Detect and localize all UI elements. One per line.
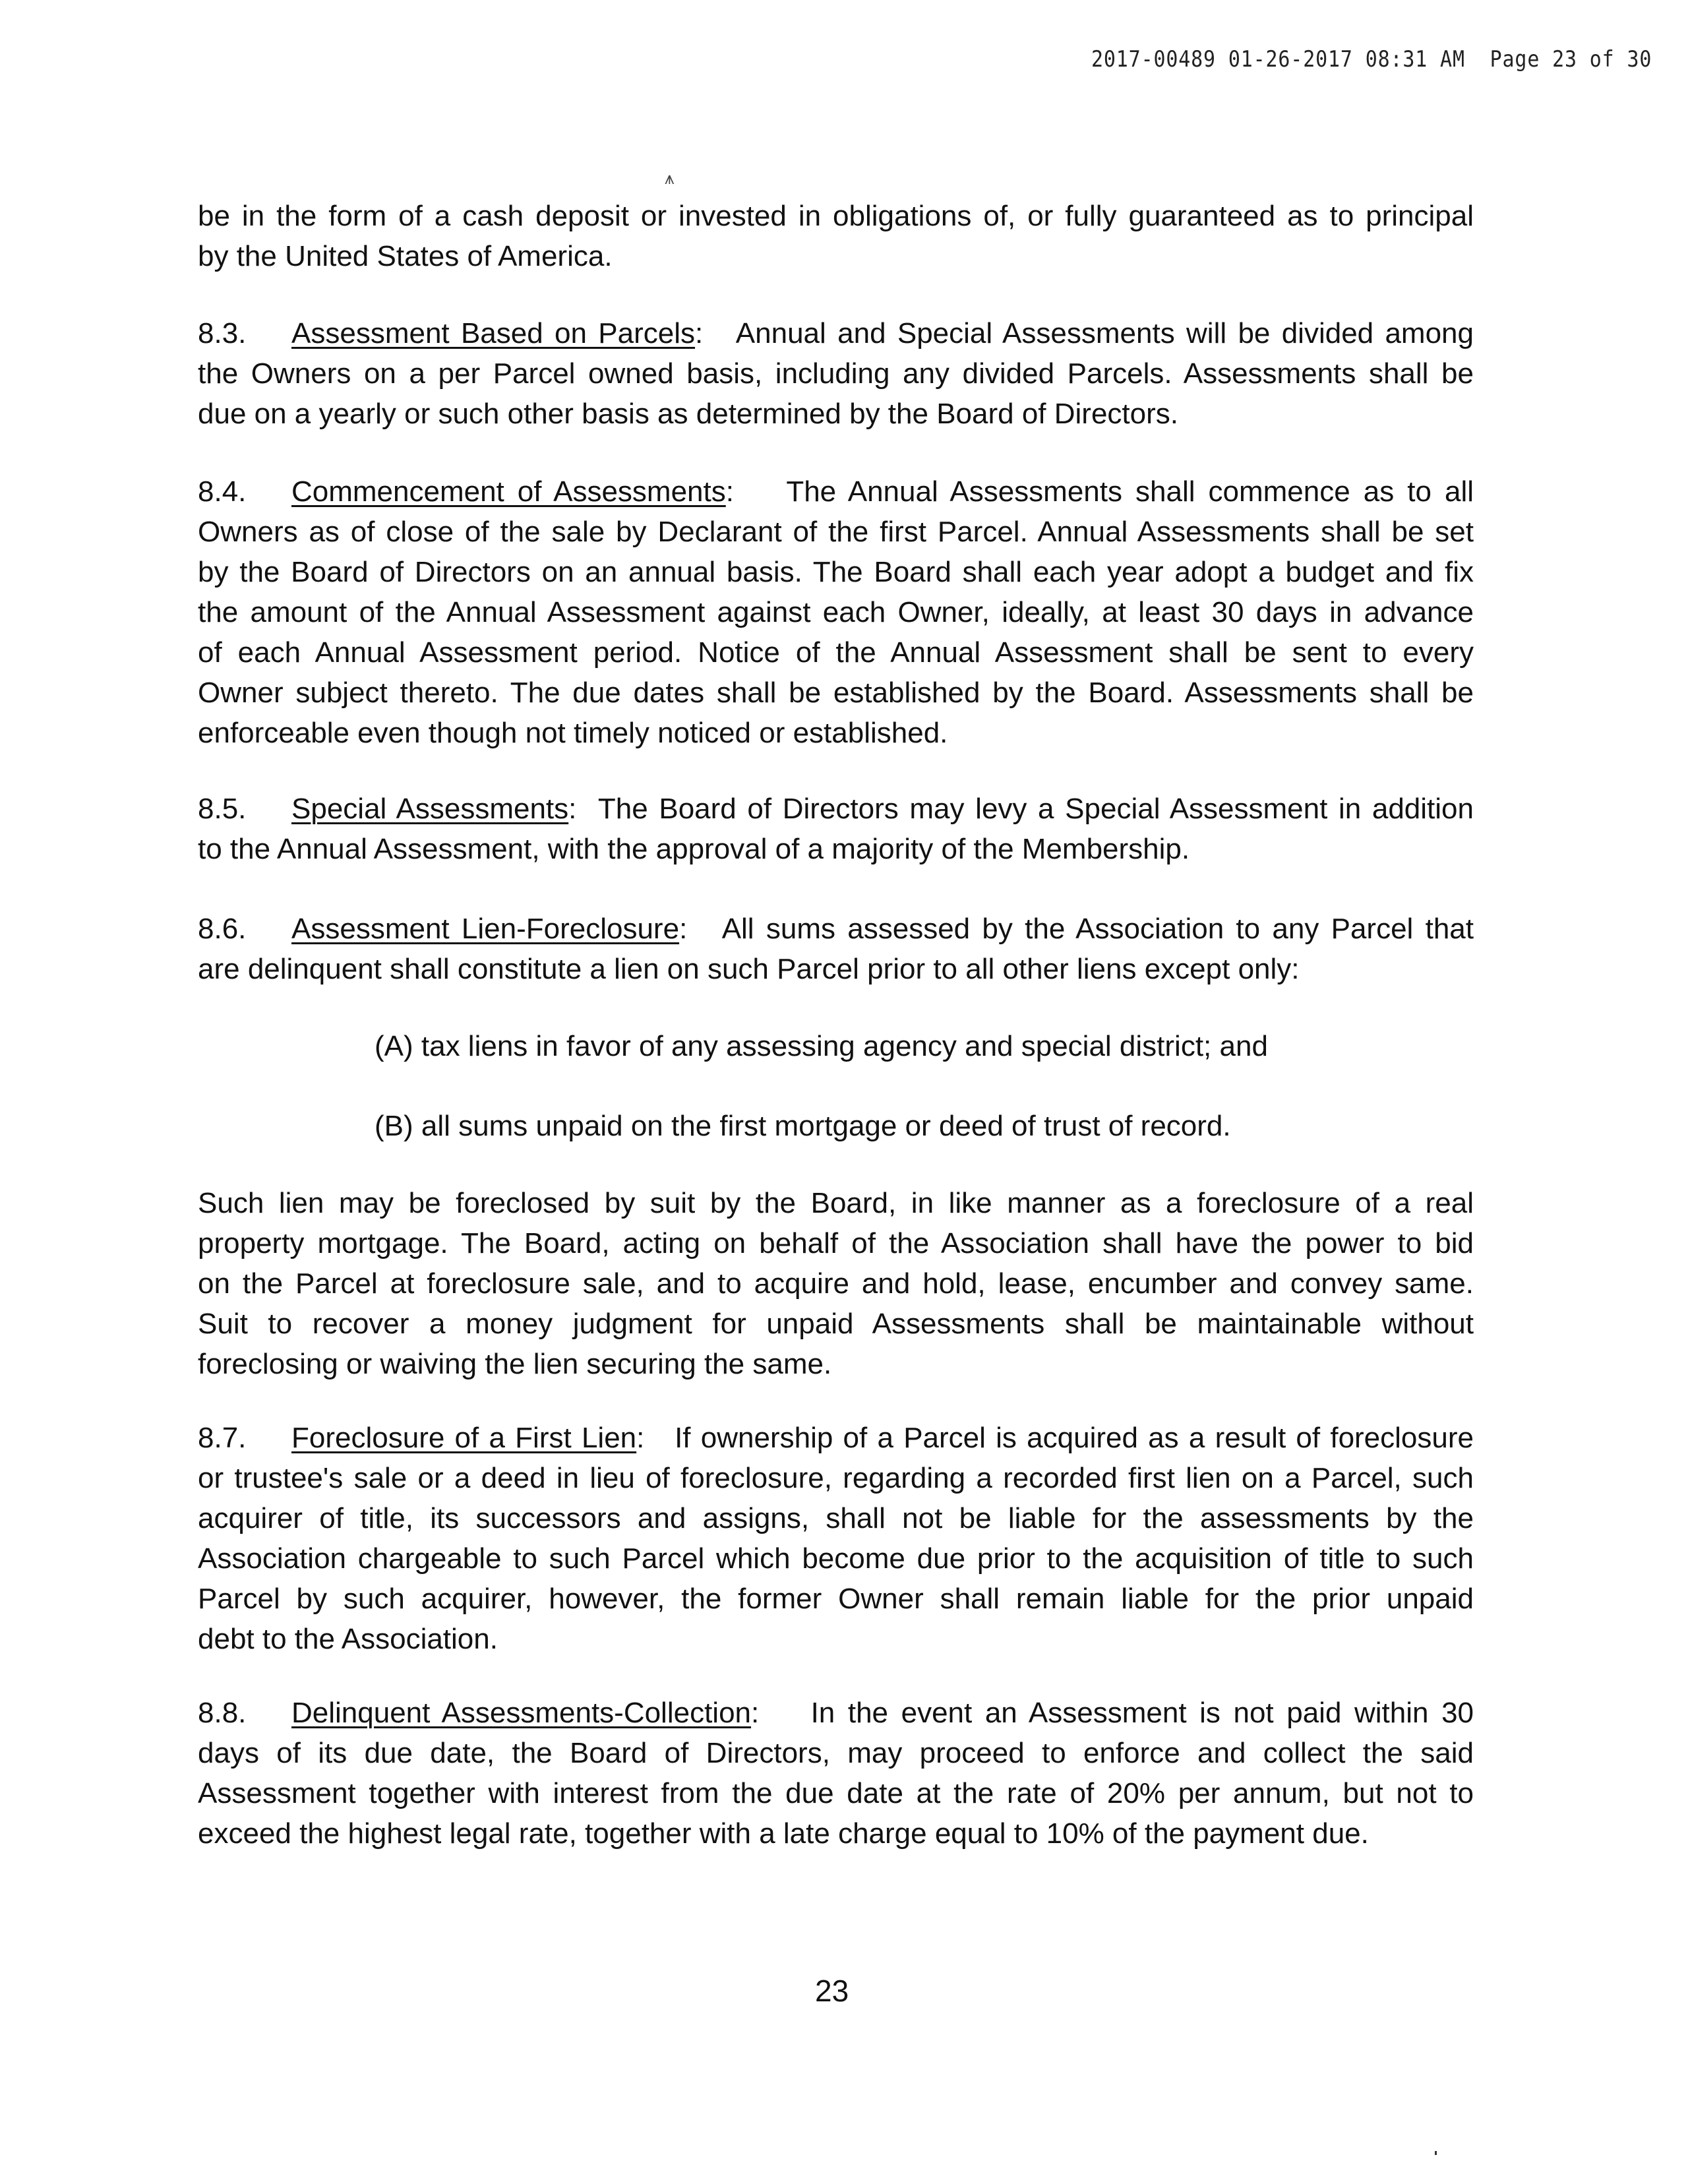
scan-mark-icon: ⩚ [665, 168, 675, 188]
body-line: property mortgage. The Board, acting on behalf of the Association shall have the power to bid [198, 1227, 1474, 1259]
section-text: If ownership of a Parcel is acquired as a result of foreclosure [675, 1422, 1474, 1454]
record-time: 08:31 AM [1365, 46, 1465, 73]
body-line: are delinquent shall constitute a lien on such Parcel prior to all other liens except only: [198, 953, 1300, 985]
body-line: by the Board of Directors on an annual basis. The Board shall each year adopt a budget and fix [198, 556, 1474, 588]
body-line: foreclosing or waiving the lien securing the same. [198, 1348, 832, 1380]
body-line: the amount of the Annual Assessment against each Owner, ideally, at least 30 days in advance [198, 596, 1474, 628]
section-number: 8.8. [198, 1697, 247, 1729]
body-line: debt to the Association. [198, 1623, 498, 1655]
list-item-a: (A) tax liens in favor of any assessing agency and special district; and [375, 1030, 1268, 1062]
body-line: Parcel by such acquirer, however, the former Owner shall remain liable for the prior unpaid [198, 1583, 1474, 1615]
body-line: days of its due date, the Board of Directors, may proceed to enforce and collect the said [198, 1737, 1474, 1769]
section-8-7-first-line: 8.7. Foreclosure of a First Lien: If ownership of a Parcel is acquired as a result of foreclosure [198, 1418, 1474, 1458]
section-heading: Assessment Based on Parcels [291, 317, 696, 349]
body-line: be in the form of a cash deposit or invested in obligations of, or fully guaranteed as to principal [198, 200, 1474, 232]
section-text: The Annual Assessments shall commence as to all [786, 475, 1474, 508]
section-8-6-first-line: 8.6. Assessment Lien-Foreclosure: All sums assessed by the Association to any Parcel that [198, 909, 1474, 949]
body-line: of each Annual Assessment period. Notice of the Annual Assessment shall be sent to every [198, 636, 1474, 669]
body-line: enforceable even though not timely noticed or established. [198, 717, 948, 749]
section-number: 8.5. [198, 793, 247, 825]
body-line: acquirer of title, its successors and assigns, shall not be liable for the assessments by the [198, 1502, 1474, 1534]
body-line: Assessment together with interest from the due date at the rate of 20% per annum, but not to [198, 1777, 1474, 1809]
page-number: 23 [815, 1974, 849, 2008]
body-line: Owners as of close of the sale by Declarant of the first Parcel. Annual Assessments shall be set [198, 516, 1474, 548]
section-number: 8.4. [198, 475, 247, 508]
body-line: Owner subject thereto. The due dates shall be established by the Board. Assessments shall be [198, 677, 1474, 709]
body-line: on the Parcel at foreclosure sale, and to acquire and hold, lease, encumber and convey same. [198, 1267, 1474, 1300]
section-text: The Board of Directors may levy a Special Assessment in addition [597, 793, 1474, 825]
record-date: 01-26-2017 [1228, 46, 1353, 73]
section-number: 8.3. [198, 317, 247, 349]
list-item-b: (B) all sums unpaid on the first mortgage or deed of trust of record. [375, 1110, 1231, 1142]
scan-speck [1435, 2151, 1437, 2155]
section-heading: Foreclosure of a First Lien [291, 1422, 637, 1454]
section-8-8-first-line: 8.8. Delinquent Assessments-Collection: In the event an Assessment is not paid within 30 [198, 1693, 1474, 1733]
body-line: exceed the highest legal rate, together with a late charge equal to 10% of the payment due. [198, 1817, 1369, 1850]
body-line: or trustee's sale or a deed in lieu of foreclosure, regarding a recorded first lien on a Parcel, such [198, 1462, 1474, 1494]
section-8-5-first-line: 8.5. Special Assessments: The Board of Directors may levy a Special Assessment in addition [198, 789, 1474, 829]
body-line: the Owners on a per Parcel owned basis, including any divided Parcels. Assessments shall be [198, 357, 1474, 390]
section-heading: Delinquent Assessments-Collection [291, 1697, 752, 1729]
body-line: Suit to recover a money judgment for unpaid Assessments shall be maintainable without [198, 1308, 1474, 1340]
page-label: Page 23 of 30 [1490, 46, 1652, 73]
section-8-4-first-line: 8.4. Commencement of Assessments: The Annual Assessments shall commence as to all [198, 471, 1474, 512]
body-line: Such lien may be foreclosed by suit by the Board, in like manner as a foreclosure of a real [198, 1187, 1474, 1219]
record-number: 2017-00489 [1091, 46, 1216, 73]
section-number: 8.7. [198, 1422, 247, 1454]
section-text: All sums assessed by the Association to any Parcel that [721, 913, 1474, 945]
body-line: to the Annual Assessment, with the approval of a majority of the Membership. [198, 833, 1190, 865]
body-line: by the United States of America. [198, 240, 613, 272]
body-line: due on a yearly or such other basis as determined by the Board of Directors. [198, 398, 1178, 430]
section-text: Annual and Special Assessments will be divided among [735, 317, 1474, 349]
section-heading: Commencement of Assessments [291, 475, 726, 508]
section-text: In the event an Assessment is not paid within 30 [810, 1697, 1474, 1729]
section-heading: Special Assessments [291, 793, 569, 825]
section-number: 8.6. [198, 913, 247, 945]
recording-stamp [1091, 46, 1652, 73]
body-line: Association chargeable to such Parcel which become due prior to the acquisition of title to such [198, 1542, 1474, 1575]
section-8-3-first-line: 8.3. Assessment Based on Parcels: Annual and Special Assessments will be divided among [198, 313, 1474, 353]
section-heading: Assessment Lien-Foreclosure [291, 913, 680, 945]
